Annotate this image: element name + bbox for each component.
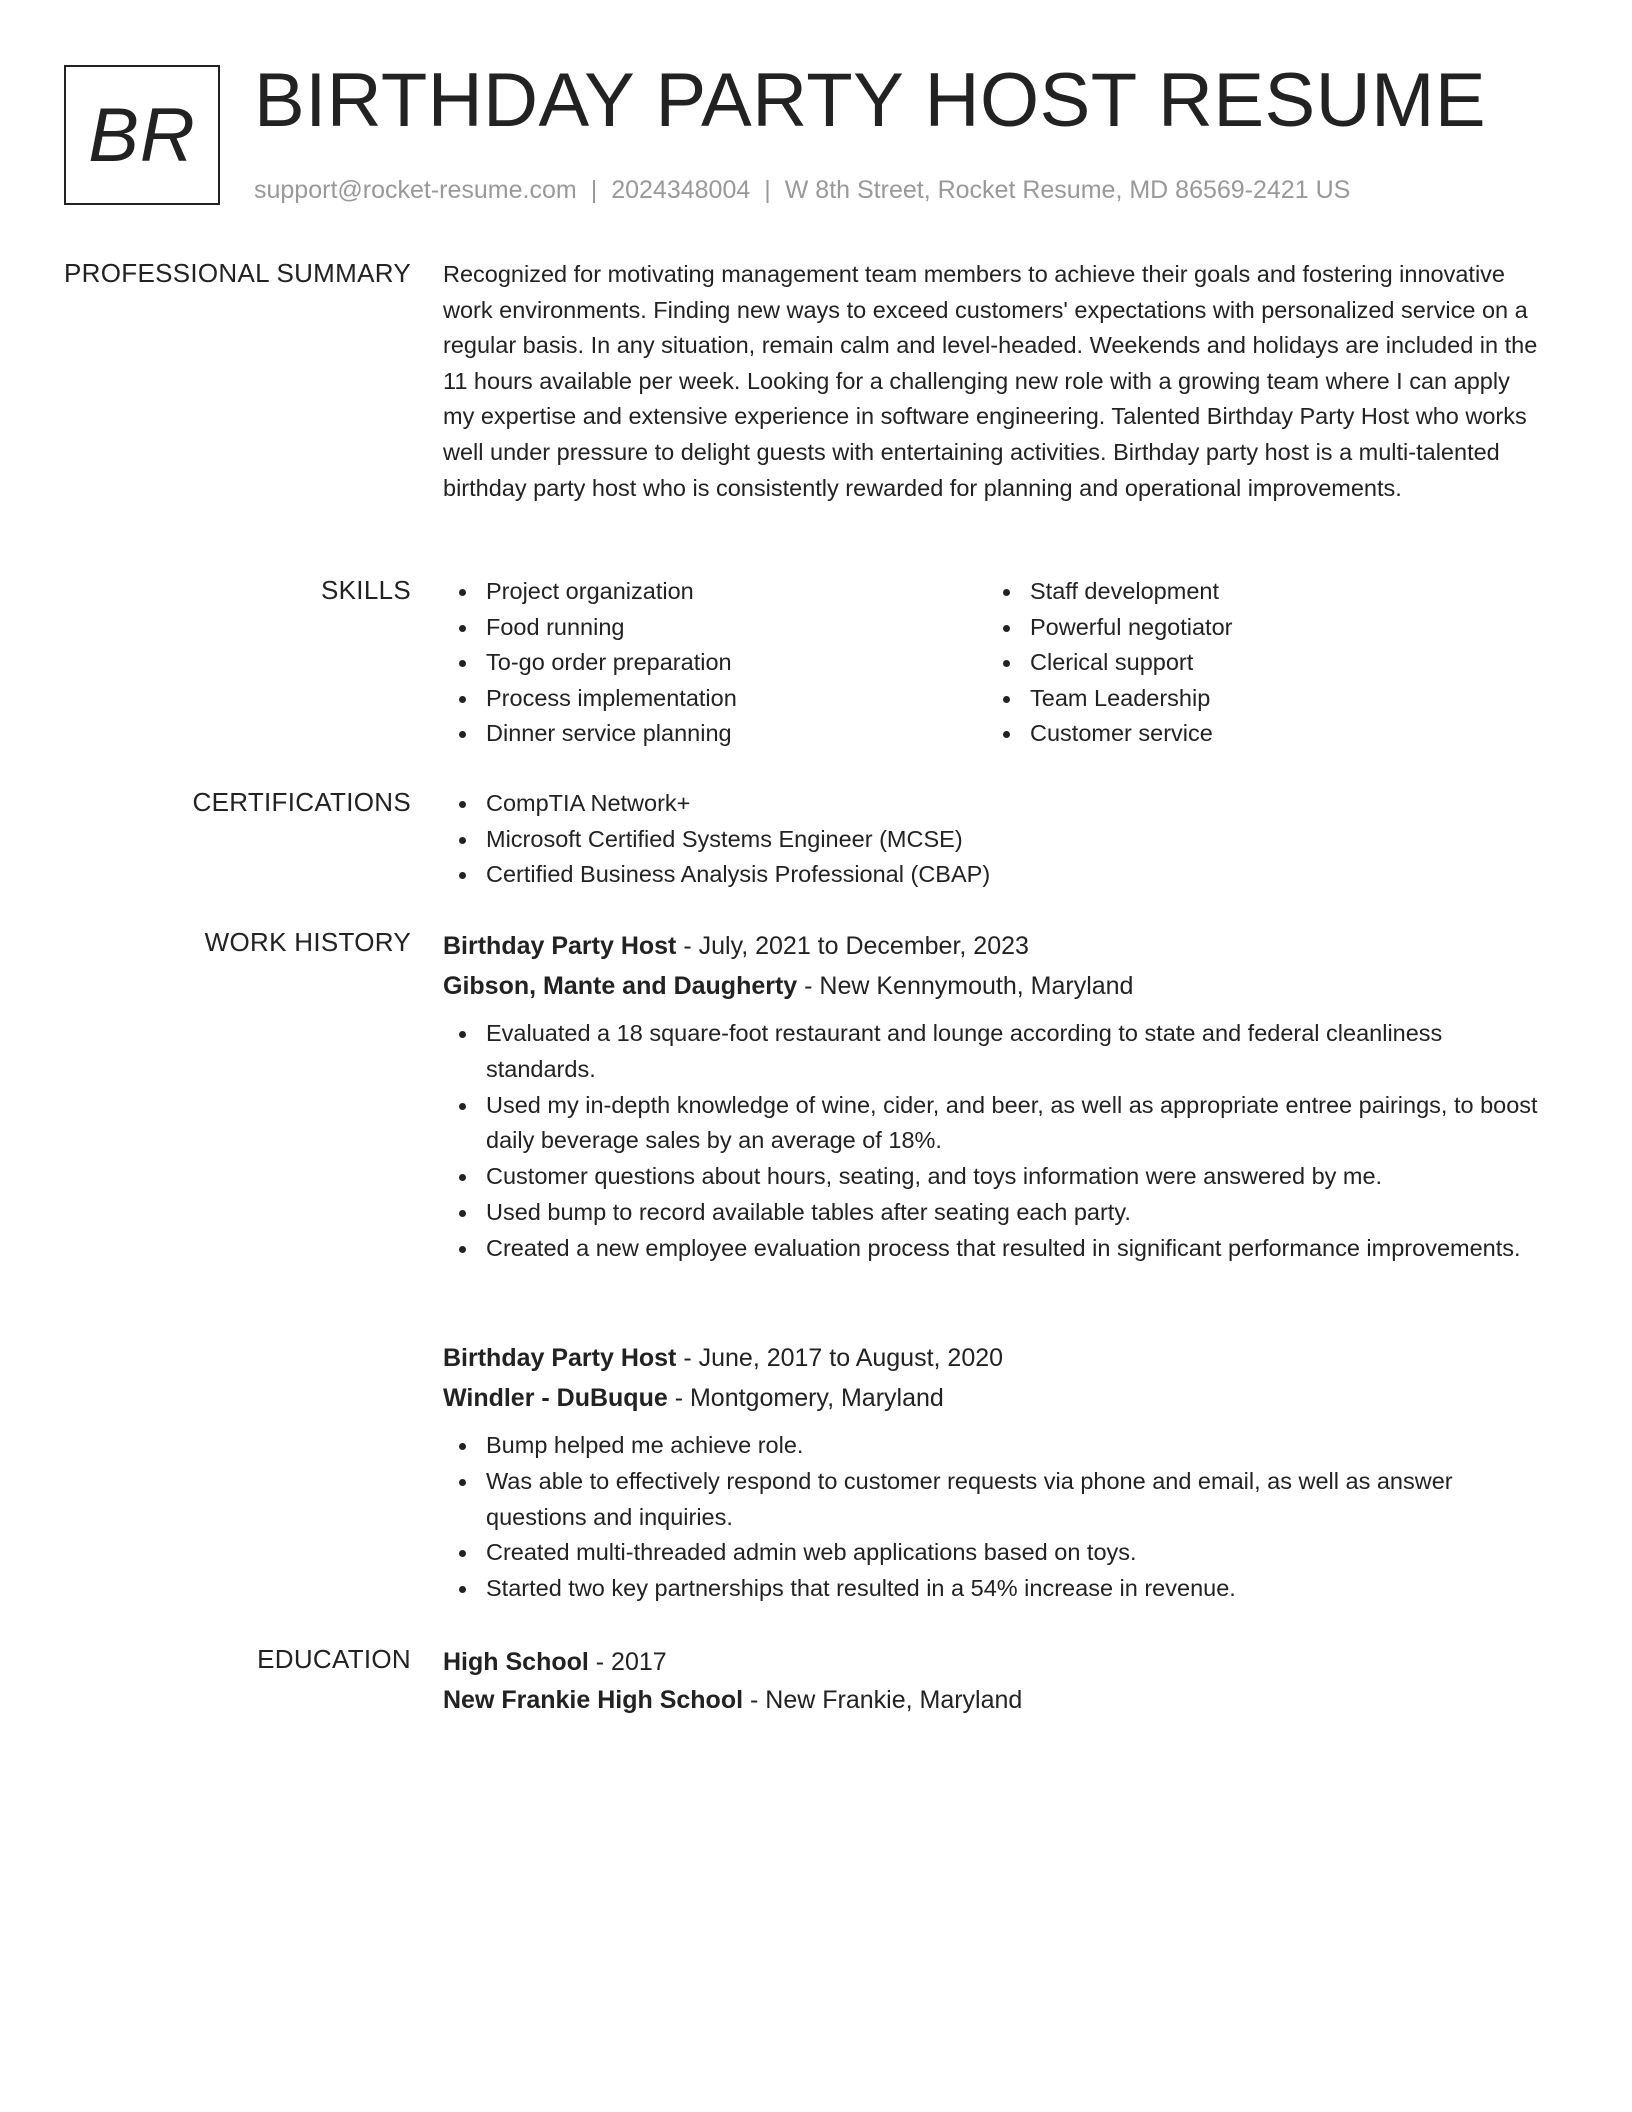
contact-address: W 8th Street, Rocket Resume, MD 86569-2421 US bbox=[784, 176, 1351, 204]
summary-body bbox=[443, 257, 1543, 506]
job-title-line bbox=[443, 1338, 1543, 1378]
job-entry bbox=[443, 926, 1543, 1267]
summary-text: Recognized for motivating management team members to achieve their goals and fostering innovative work environments. Finding new ways to exceed customers' expectations with personalized service on a regular basis. In any situation, remain calm and level-headed. Weekends and holidays are included in the 11 hours available per week. Looking for a challenging new role with a growing team where I can apply my expertise and extensive experience in software engineering. Talented Birthday Party Host who works well under pressure to delight guests with entertaining activities. Birthday party host is a multi-talented birthday party host who is consistently rewarded for planning and operational improvements. bbox=[443, 261, 1538, 501]
certifications-heading: CERTIFICATIONS bbox=[192, 787, 411, 817]
job-bullet: Started two key partnerships that resulted in a 54% increase in revenue. bbox=[443, 1571, 1543, 1607]
certification-item: Microsoft Certified Systems Engineer (MCSE) bbox=[443, 822, 1543, 858]
skill-item: Clerical support bbox=[987, 645, 1507, 681]
contact-line bbox=[254, 174, 1350, 206]
certifications-body bbox=[443, 786, 1543, 893]
job-bullet: Customer questions about hours, seating, and toys information were answered by me. bbox=[443, 1159, 1543, 1195]
job-company: Windler - DuBuque bbox=[443, 1384, 668, 1412]
job-bullets bbox=[443, 1016, 1543, 1267]
job-bullet: Created multi-threaded admin web applications based on toys. bbox=[443, 1535, 1543, 1571]
job-company-line bbox=[443, 966, 1543, 1006]
job-entry bbox=[443, 1338, 1543, 1607]
education-degree-line bbox=[443, 1643, 1543, 1681]
skills-heading: SKILLS bbox=[321, 575, 411, 605]
education-school: New Frankie High School bbox=[443, 1686, 744, 1714]
job-bullet: Was able to effectively respond to customer requests via phone and email, as well as answer questions and inquiries. bbox=[443, 1464, 1543, 1536]
work-history-body bbox=[443, 926, 1543, 1602]
skills-list-right bbox=[987, 574, 1507, 752]
job-dates: - July, 2021 to December, 2023 bbox=[676, 932, 1029, 960]
contact-separator: | bbox=[764, 176, 771, 204]
contact-separator: | bbox=[590, 176, 598, 204]
contact-phone[interactable]: 2024348004 bbox=[611, 176, 751, 204]
job-title: Birthday Party Host bbox=[443, 932, 677, 960]
monogram-logo bbox=[64, 65, 220, 205]
job-bullet: Used my in-depth knowledge of wine, cider, and beer, as well as appropriate entree pairings, to boost daily beverage sales by an average of 18%. bbox=[443, 1088, 1543, 1160]
resume-title: BIRTHDAY PARTY HOST RESUME bbox=[254, 58, 1487, 143]
education-school-line bbox=[443, 1681, 1543, 1719]
job-bullet: Evaluated a 18 square-foot restaurant and lounge according to state and federal cleanliness standards. bbox=[443, 1016, 1543, 1088]
summary-heading: PROFESSIONAL SUMMARY bbox=[64, 258, 411, 288]
job-location: - Montgomery, Maryland bbox=[667, 1384, 944, 1412]
education-year: - 2017 bbox=[588, 1648, 667, 1676]
certification-item: Certified Business Analysis Professional (CBAP) bbox=[443, 857, 1543, 893]
contact-email[interactable]: support@rocket-resume.com bbox=[254, 176, 577, 204]
job-bullets bbox=[443, 1428, 1543, 1607]
skill-item: Food running bbox=[443, 610, 963, 646]
skill-item: Process implementation bbox=[443, 681, 963, 717]
job-bullet: Bump helped me achieve role. bbox=[443, 1428, 1543, 1464]
skill-item: Powerful negotiator bbox=[987, 610, 1507, 646]
certification-item: CompTIA Network+ bbox=[443, 786, 1543, 822]
job-dates: - June, 2017 to August, 2020 bbox=[676, 1344, 1004, 1372]
job-bullet: Created a new employee evaluation process that resulted in significant performance improvements. bbox=[443, 1231, 1543, 1267]
skill-item: Customer service bbox=[987, 716, 1507, 752]
job-title-line bbox=[443, 926, 1543, 966]
monogram-initials: BR bbox=[88, 92, 196, 178]
job-location: - New Kennymouth, Maryland bbox=[797, 972, 1134, 1000]
skill-item: Staff development bbox=[987, 574, 1507, 610]
skill-item: To-go order preparation bbox=[443, 645, 963, 681]
education-body bbox=[443, 1643, 1543, 1719]
education-location: - New Frankie, Maryland bbox=[743, 1686, 1023, 1714]
job-title: Birthday Party Host bbox=[443, 1344, 677, 1372]
skill-item: Project organization bbox=[443, 574, 963, 610]
skill-item: Dinner service planning bbox=[443, 716, 963, 752]
job-company: Gibson, Mante and Daugherty bbox=[443, 972, 798, 1000]
job-company-line bbox=[443, 1378, 1543, 1418]
skills-list-left bbox=[443, 574, 963, 752]
skill-item: Team Leadership bbox=[987, 681, 1507, 717]
education-degree: High School bbox=[443, 1648, 589, 1676]
job-bullet: Used bump to record available tables after seating each party. bbox=[443, 1195, 1543, 1231]
education-heading: EDUCATION bbox=[257, 1644, 411, 1674]
work-history-heading: WORK HISTORY bbox=[204, 927, 411, 957]
certifications-list bbox=[443, 786, 1543, 893]
